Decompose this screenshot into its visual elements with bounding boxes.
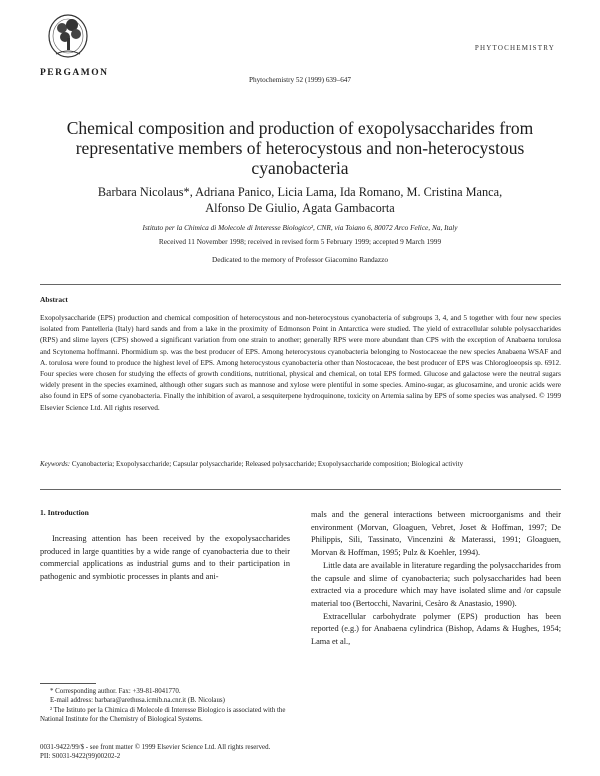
intro-paragraph-2: Little data are available in literature regarding the polysaccharides from the capsule and slime of cyanobacteria; such polysaccharides had been extracted via a procedure which may have isolated slime and /or capsule material too (Bertocchi, Navarini, Cesàro & Anastasio, 1990). (311, 560, 561, 608)
intro-paragraph-3: Extracellular carbohydrate polymer (EPS) production has been reported (e.g.) for Anabaena cylindrica (Bishop, Adams & Hughes, 1954; Lama et al., (311, 611, 561, 647)
article-title: Chemical composition and production of exopolysaccharides from representative members of heterocystous and non-heterocystous cyanobacteria (66, 118, 534, 178)
footnote-rule (40, 683, 96, 684)
authors-line-2: Alfonso De Giulio, Agata Gambacorta (205, 200, 395, 215)
copyright-line: 0031-9422/99/$ - see front matter © 1999 Elsevier Science Ltd. All rights reserved. (40, 744, 271, 751)
keywords (40, 459, 561, 470)
journal-name: PHYTOCHEMISTRY (474, 44, 555, 52)
authors-line-1: Barbara Nicolaus*, Adriana Panico, Licia Lama, Ida Romano, M. Cristina Manca, (97, 185, 503, 199)
keywords-list: Cyanobacteria; Exopolysaccharide; Capsular polysaccharide; Released polysaccharide; Exopolysaccharide composition; Biological activity (71, 460, 464, 468)
copyright-footer (40, 743, 270, 761)
affiliation: Istituto per la Chimica di Molecole di Interesse Biologico², CNR, via Toiano 6, 80072 Arco Felice, Na, Italy (142, 223, 458, 232)
abstract-heading: Abstract (40, 295, 68, 304)
abstract-body: Exopolysaccharide (EPS) production and chemical composition of heterocystous and non-heterocystous cyanobacteria of subgroups 3, 4, and 5 together with four new species isolated from Pantelleria (Italy) hard sands and from a lake in the proximity of Edmonson Point in Antarctica were studied. The yield of extracellular soluble polysaccharides (RPS) and slime layers (CPS) showed a significant variation from one strain to another; generally RPS were more abundant than CPS with the exception of Anabaena torulosa and Scytonema hoffmanni. Phormidium sp. was the best producer of EPS. Among heterocystous cyanobacteria belonging to Nostocaceae the new species Anabaena WSAF and A. torulosa were found to produce the highest level of EPS. Among heterocystous cyanobacteria other than Nostocaceae, the best producer of EPS was Chlorogloeopsis sp. 6912. Four species were chosen for studying the effects of growth conditions, nutritional, physical and chemical, on total EPS formed. Glucose and galactose were the neutral sugars widely present in the species examined, although other sugars such as mannose and xylose were plentiful in some species. Amino-sugar, as glucosamine, and uronic acids were also found in EPS of some cyanobacteria. Finally the inhibition of avarol, a sesquiterpene hydroquinone, toxicity on Artemia salina by EPS of some species was analysed. © 1999 Elsevier Science Ltd. All rights reserved. (40, 313, 561, 412)
keywords-label: Keywords: (40, 460, 71, 468)
pii-line: PII: S0031-9422(99)00202-2 (40, 753, 121, 761)
intro-paragraph-1: Increasing attention has been received by the exopolysaccharides produced in large quantities by a wide range of cyanobacteria due to their commercial applications as industrial gums and to their participation in pathogenic and symbiotic processes in plants and ani- (40, 534, 290, 582)
footnote-email: E-mail address: barbara@arethusa.icmib.na.cnr.it (B. Nicolaus) (50, 697, 225, 705)
abstract-top-rule (40, 284, 561, 285)
intro-paragraph-1-cont: mals and the general interactions between microorganisms and their environment (Morvan, Gloaguen, Vebret, Joset & Hoffman, 1997; De Philippis, Sili, Tassinato, Vincenzini & Materassi, 1991; Gloaguen, Morvan & Hoffman, 1995; Pulz & Koehler, 1994). (311, 510, 561, 558)
received-dates: Received 11 November 1998; received in revised form 5 February 1999; accepted 9 March 1999 (158, 237, 442, 246)
abstract-bottom-rule (40, 489, 561, 490)
publisher-logo (46, 10, 90, 68)
section-heading-introduction: 1. Introduction (40, 508, 89, 517)
journal-citation: Phytochemistry 52 (1999) 639–647 (248, 76, 351, 84)
left-column (40, 533, 290, 584)
footnote-institute: ² The Istituto per la Chimica di Molecole di Interesse Biologico is associated with the National Institute for the Chemistry of Biological Systems. (40, 706, 286, 723)
footnotes (40, 687, 290, 724)
right-column (311, 509, 561, 649)
publisher-name: PERGAMON (40, 68, 109, 78)
author-list (40, 185, 560, 216)
footnote-corresponding: * Corresponding author. Fax: +39-81-8041770. (50, 688, 181, 695)
dedication: Dedicated to the memory of Professor Giacomino Randazzo (211, 255, 389, 264)
